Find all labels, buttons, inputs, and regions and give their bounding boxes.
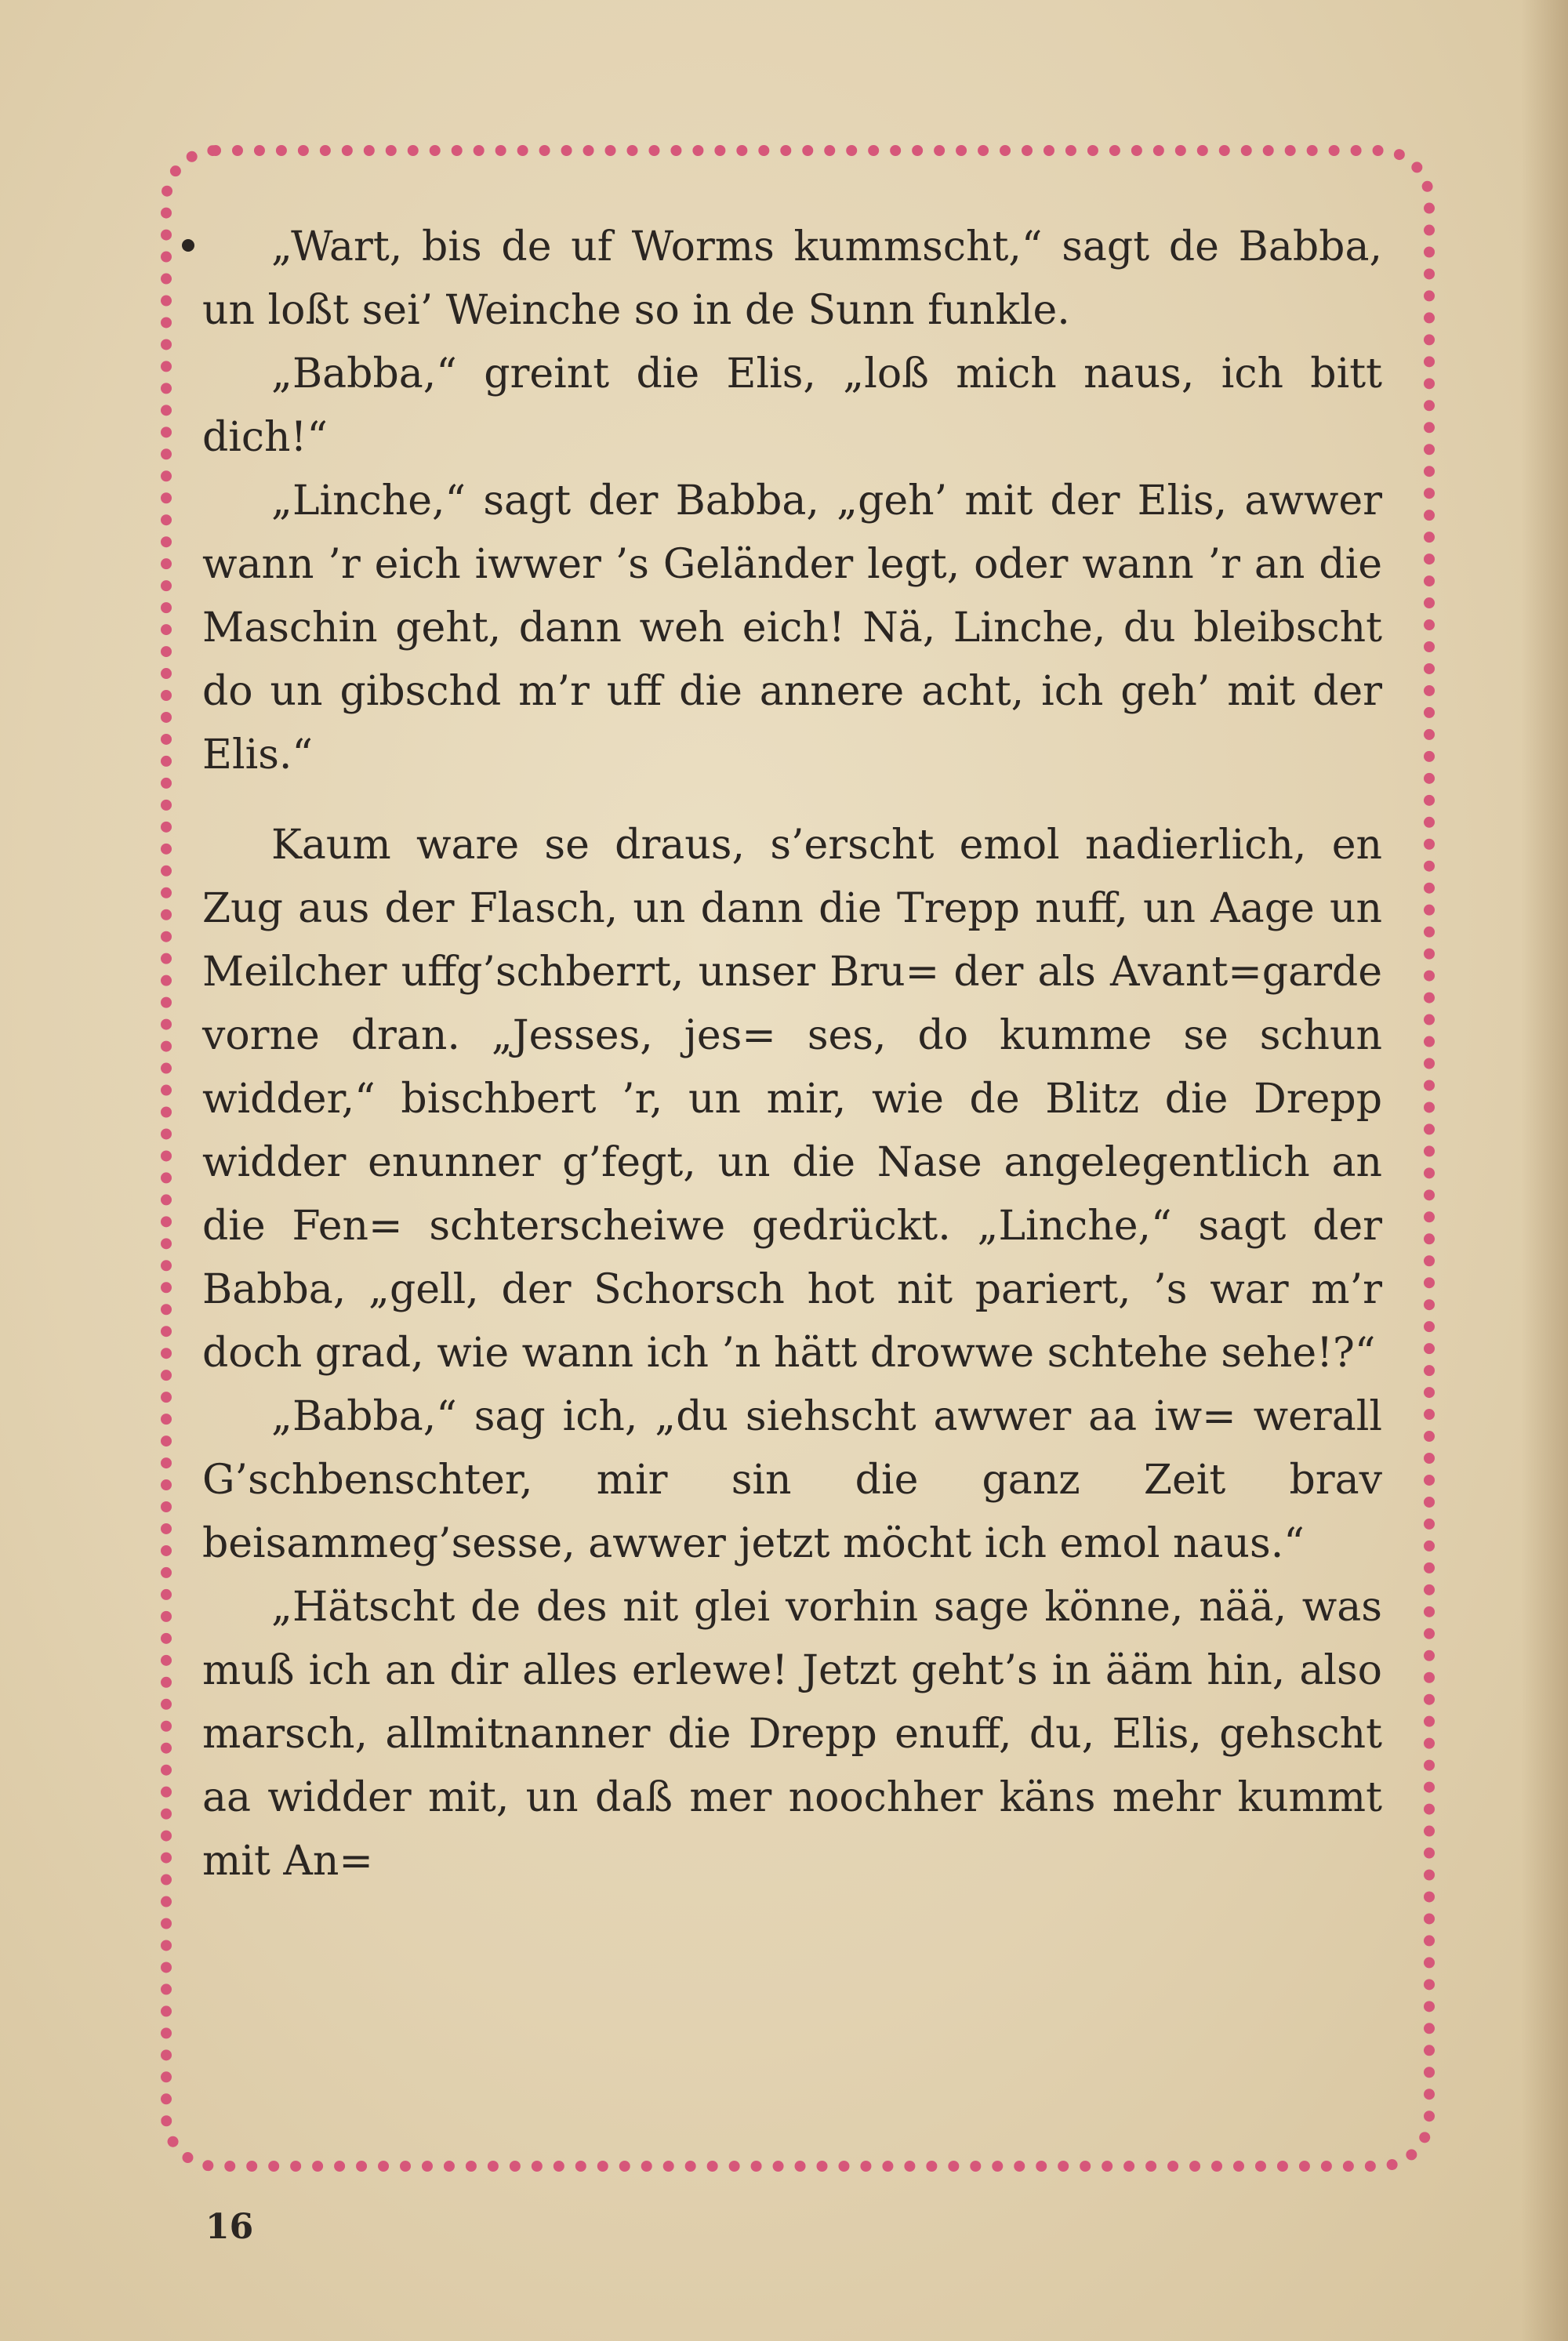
page-edge-shadow	[1521, 0, 1568, 2341]
paragraph-4: Kaum ware se draus, s’erscht emol nadierlich, en Zug aus der Flasch, un dann die Trepp nuff, un Aage un Meilcher uffg’schberrt, unser Bru= der als Avant=garde vorne dran. „Jesses, jes= ses, do kumme se schun widder,“ bischbert ’r, un mir, wie de Blitz die Drepp widder enunner g’fegt, un die Nase angelegentlich an die Fen= schterscheiwe gedrückt. „Linche,“ sagt der Babba, „gell, der Schorsch hot nit pariert, ’s war m’r doch grad, wie wann ich ’n hätt drowwe schtehe sehe!?“	[202, 822, 1382, 1377]
paragraph-3: „Linche,“ sagt der Babba, „geh’ mit der Elis, awwer wann ’r eich iwwer ’s Geländer legt, oder wann ’r an die Maschin geht, dann weh eich! Nä, Linche, du bleibscht do un gibschd m’r uff die annere acht, ich geh’ mit der Elis.“	[202, 477, 1382, 779]
paragraph-6: „Hätscht de des nit glei vorhin sage könne, nää, was muß ich an dir alles erlewe! Jetzt geht’s in ääm hin, also marsch, allmitnanner die Drepp enuff, du, Elis, gehscht aa widder mit, un daß mer noochher käns mehr kummt mit An=	[202, 1584, 1382, 1885]
paragraph-5: „Babba,“ sag ich, „du siehscht awwer aa iw= werall G’schbenschter, mir sin die ganz Zeit brav beisammeg’sesse, awwer jetzt möcht ich emol naus.“	[202, 1393, 1382, 1567]
page-text	[202, 216, 1382, 1893]
paragraph-2: „Babba,“ greint die Elis, „loß mich naus, ich bitt dich!“	[202, 350, 1382, 461]
paragraph-1: „Wart, bis de uf Worms kummscht,“ sagt de Babba, un loßt sei’ Weinche so in de Sunn funkle.	[202, 223, 1382, 334]
bullet-mark	[182, 239, 194, 252]
page-number: 16	[205, 2207, 254, 2247]
